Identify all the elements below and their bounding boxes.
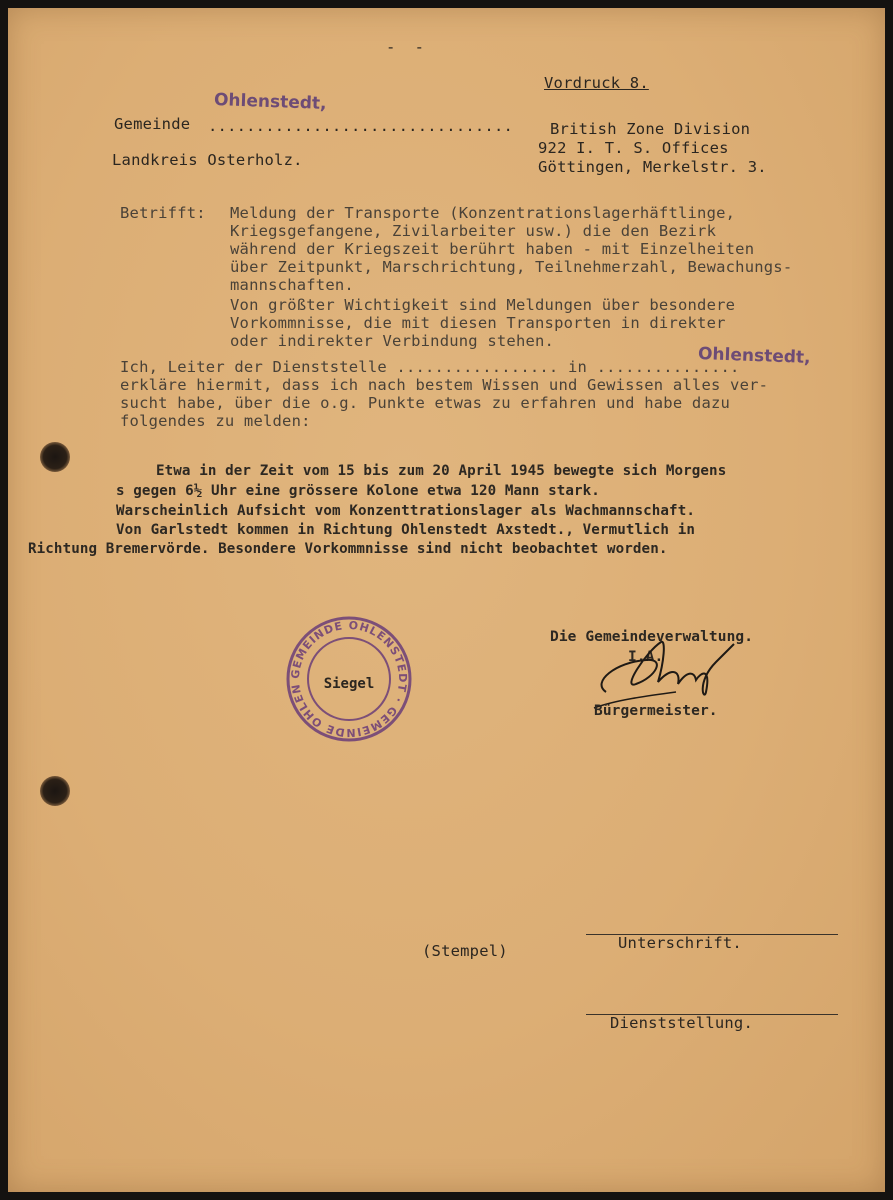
seal-ring-text: GEMEINDE OHLENSTEDT · GEMEINDE OHLEN bbox=[288, 618, 410, 740]
ia-line: I.A. bbox=[628, 649, 664, 665]
office-line2: 922 I. T. S. Offices bbox=[538, 139, 729, 157]
office-line1: British Zone Division bbox=[550, 120, 751, 138]
landkreis: Landkreis Osterholz. bbox=[112, 151, 303, 169]
report-line: Richtung Bremervörde. Besondere Vorkommnisse sind nicht beobachtet worden. bbox=[28, 541, 668, 557]
betrifft-line: Kriegsgefangene, Zivilarbeiter usw.) die den Bezirk bbox=[230, 222, 717, 240]
betrifft-label: Betrifft: bbox=[120, 204, 206, 222]
seal-inner-text: Siegel bbox=[323, 676, 375, 692]
report-line: Etwa in der Zeit vom 15 bis zum 20 April 1945 bewegte sich Morgens bbox=[156, 463, 727, 479]
document-page bbox=[8, 8, 885, 1192]
declaration-line3: sucht habe, über die o.g. Punkte etwas zu erfahren und habe dazu bbox=[120, 394, 731, 412]
declaration-line1: Ich, Leiter der Dienststelle ................. in ............... bbox=[120, 358, 740, 376]
betrifft-line: oder indirekter Verbindung stehen. bbox=[230, 332, 555, 350]
dienststellung-label: Dienststellung. bbox=[610, 1014, 753, 1032]
report-line: Warscheinlich Aufsicht vom Konzenttrationslager als Wachmannschaft. bbox=[116, 503, 695, 519]
handwritten-signature bbox=[586, 622, 736, 712]
top-mark: - - bbox=[386, 38, 425, 56]
betrifft-line: Meldung der Transporte (Konzentrationslagerhäftlinge, bbox=[230, 204, 736, 222]
form-title: Vordruck 8. bbox=[544, 74, 649, 92]
betrifft-line: Von größter Wichtigkeit sind Meldungen über besondere bbox=[230, 296, 736, 314]
gemeinde-stamp: Ohlenstedt, bbox=[213, 90, 327, 114]
betrifft-line: Vorkommnisse, die mit diesen Transporten in direkter bbox=[230, 314, 726, 332]
burgermeister-title: Bürgermeister. bbox=[594, 703, 718, 719]
betrifft-line: mannschaften. bbox=[230, 276, 354, 294]
stempel-label: (Stempel) bbox=[422, 942, 508, 960]
punch-hole bbox=[40, 442, 70, 472]
unterschrift-label: Unterschrift. bbox=[618, 934, 742, 952]
declaration-line4: folgendes zu melden: bbox=[120, 412, 311, 430]
punch-hole bbox=[40, 776, 70, 806]
report-line: Von Garlstedt kommen in Richtung Ohlenstedt Axstedt., Vermutlich in bbox=[116, 522, 695, 538]
authority-line: Die Gemeindeverwaltung. bbox=[550, 629, 754, 645]
betrifft-line: über Zeitpunkt, Marschrichtung, Teilnehmerzahl, Bewachungs- bbox=[230, 258, 793, 276]
official-seal bbox=[284, 614, 414, 744]
place-stamp: Ohlenstedt, bbox=[697, 344, 811, 368]
office-line3: Göttingen, Merkelstr. 3. bbox=[538, 158, 767, 176]
declaration-line2: erkläre hiermit, dass ich nach bestem Wissen und Gewissen alles ver- bbox=[120, 376, 769, 394]
betrifft-line: während der Kriegszeit berührt haben - mit Einzelheiten bbox=[230, 240, 755, 258]
gemeinde-label: Gemeinde bbox=[114, 115, 191, 133]
report-line: s gegen 6½ Uhr eine grössere Kolone etwa 120 Mann stark. bbox=[116, 483, 600, 499]
gemeinde-dots: ................................ bbox=[208, 117, 514, 135]
